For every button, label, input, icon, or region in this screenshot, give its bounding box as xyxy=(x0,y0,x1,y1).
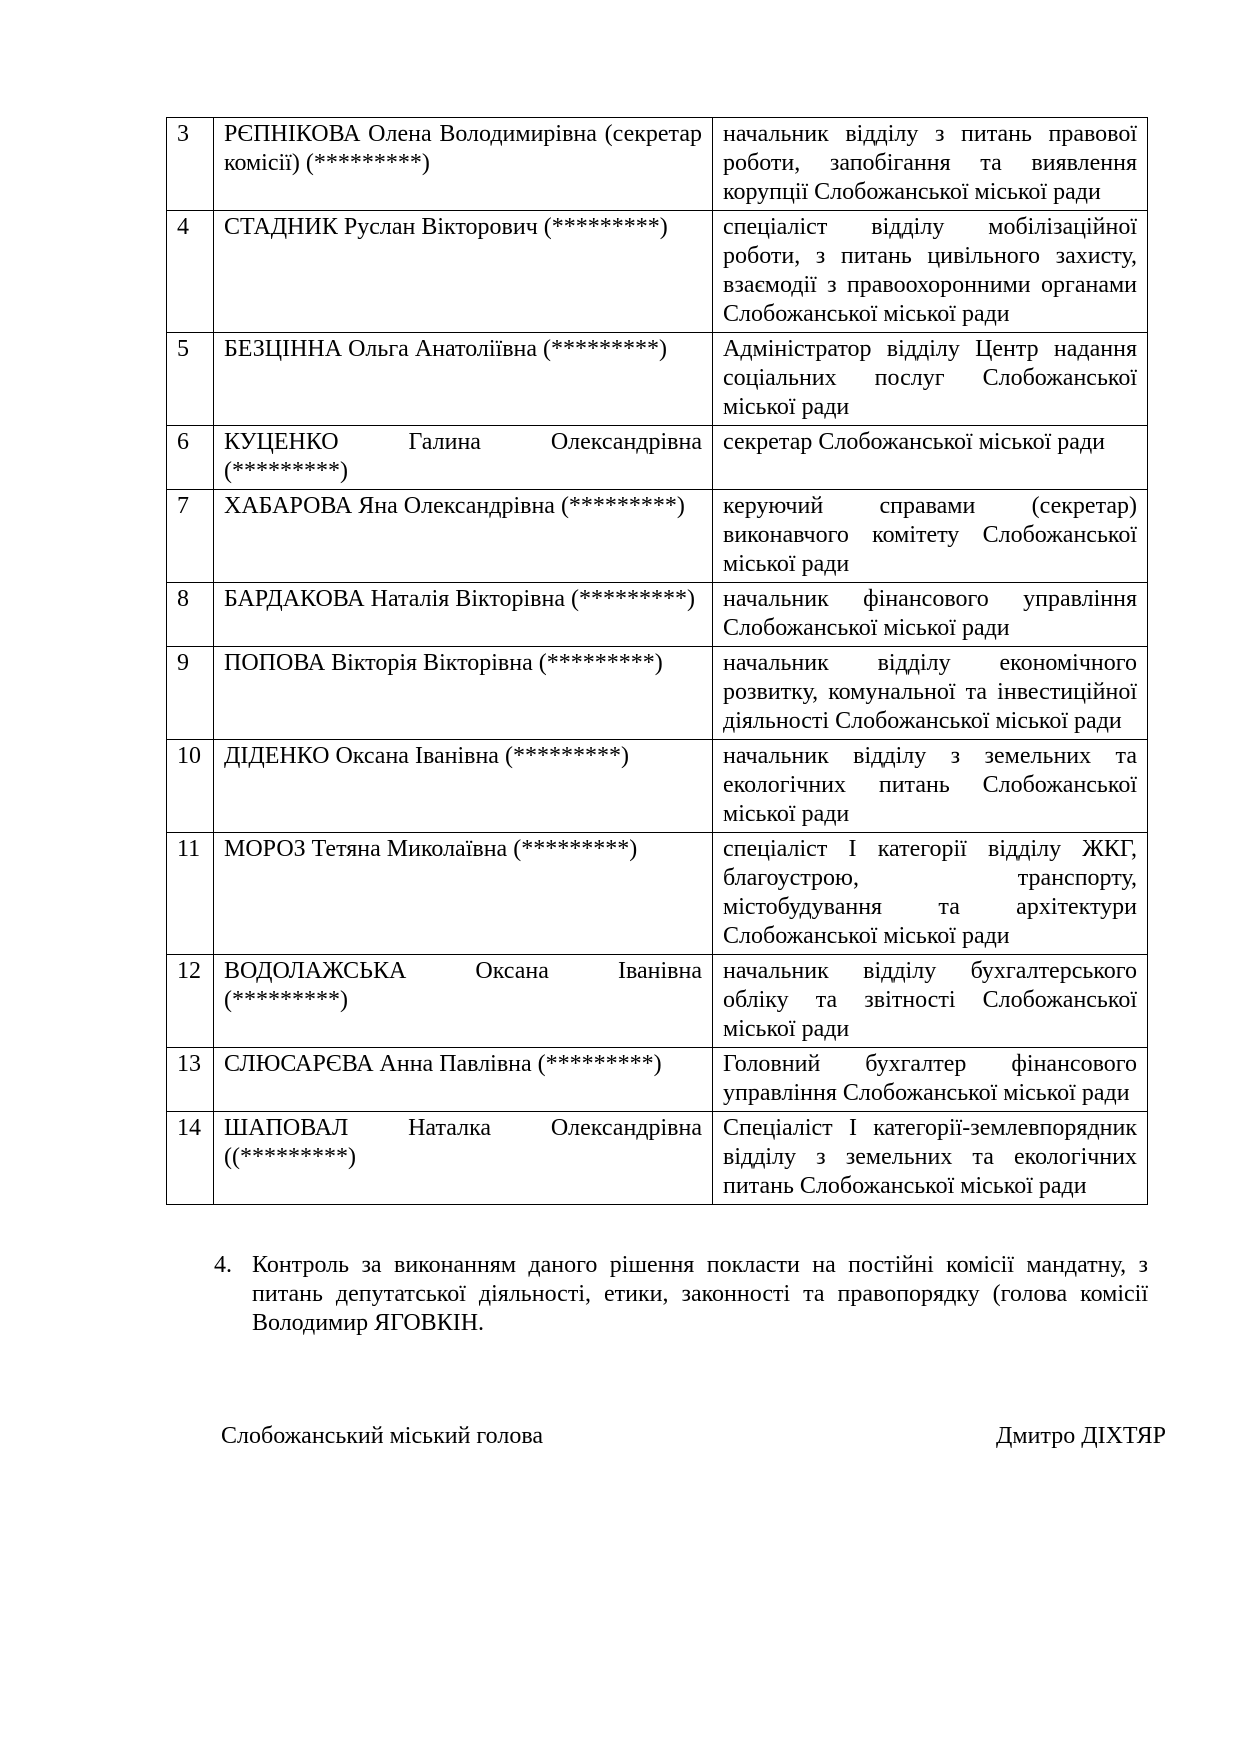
table-row xyxy=(167,583,1148,647)
table-row xyxy=(167,740,1148,833)
member-name: БЕЗЦІННА Ольга Анатоліївна (*********) xyxy=(214,333,713,426)
row-number: 5 xyxy=(167,333,214,426)
member-position: начальник фінансового управління Слобожанської міської ради xyxy=(713,583,1148,647)
table-row xyxy=(167,1112,1148,1205)
member-position: начальник відділу з питань правової роботи, запобігання та виявлення корупції Слобожанської міської ради xyxy=(713,118,1148,211)
row-number: 14 xyxy=(167,1112,214,1205)
member-name: ВОДОЛАЖСЬКА Оксана Іванівна (*********) xyxy=(214,955,713,1048)
member-position: керуючий справами (секретар) виконавчого комітету Слобожанської міської ради xyxy=(713,490,1148,583)
clause-text: Контроль за виконанням даного рішення покласти на постійні комісії мандатну, з питань депутатської діяльності, етики, законності та правопорядку (голова комісії Володимир ЯГОВКІН. xyxy=(252,1252,1148,1336)
member-name: ХАБАРОВА Яна Олександрівна (*********) xyxy=(214,490,713,583)
member-position: Адміністратор відділу Центр надання соціальних послуг Слобожанської міської ради xyxy=(713,333,1148,426)
member-name: БАРДАКОВА Наталія Вікторівна (*********) xyxy=(214,583,713,647)
row-number: 10 xyxy=(167,740,214,833)
table-row xyxy=(167,333,1148,426)
table-row xyxy=(167,211,1148,333)
member-position: начальник відділу економічного розвитку, комунальної та інвестиційної діяльності Слобожанської міської ради xyxy=(713,647,1148,740)
clause-number: 4. xyxy=(214,1252,232,1278)
table-row xyxy=(167,490,1148,583)
member-name: СЛЮСАРЄВА Анна Павлівна (*********) xyxy=(214,1048,713,1112)
member-name: ПОПОВА Вікторія Вікторівна (*********) xyxy=(214,647,713,740)
table-row xyxy=(167,647,1148,740)
member-position: начальник відділу з земельних та екологічних питань Слобожанської міської ради xyxy=(713,740,1148,833)
table-row xyxy=(167,1048,1148,1112)
row-number: 13 xyxy=(167,1048,214,1112)
member-name: КУЦЕНКО Галина Олександрівна (*********) xyxy=(214,426,713,490)
member-position: спеціаліст І категорії відділу ЖКГ, благоустрою, транспорту, містобудування та архітектури Слобожанської міської ради xyxy=(713,833,1148,955)
signature-name: Дмитро ДІХТЯР xyxy=(996,1423,1166,1449)
table-row xyxy=(167,426,1148,490)
row-number: 7 xyxy=(167,490,214,583)
signature-title: Слобожанський міський голова xyxy=(221,1423,543,1449)
member-position: Головний бухгалтер фінансового управління Слобожанської міської ради xyxy=(713,1048,1148,1112)
member-position: начальник відділу бухгалтерського обліку та звітності Слобожанської міської ради xyxy=(713,955,1148,1048)
member-name: РЄПНІКОВА Олена Володимирівна (секретар комісії) (*********) xyxy=(214,118,713,211)
row-number: 3 xyxy=(167,118,214,211)
member-position: спеціаліст відділу мобілізаційної роботи, з питань цивільного захисту, взаємодії з правоохоронними органами Слобожанської міської ради xyxy=(713,211,1148,333)
row-number: 6 xyxy=(167,426,214,490)
table-row xyxy=(167,833,1148,955)
row-number: 8 xyxy=(167,583,214,647)
member-name: МОРОЗ Тетяна Миколаївна (*********) xyxy=(214,833,713,955)
row-number: 11 xyxy=(167,833,214,955)
row-number: 4 xyxy=(167,211,214,333)
commission-members-table xyxy=(166,117,1148,1205)
row-number: 12 xyxy=(167,955,214,1048)
member-name: ДІДЕНКО Оксана Іванівна (*********) xyxy=(214,740,713,833)
table-row xyxy=(167,118,1148,211)
row-number: 9 xyxy=(167,647,214,740)
member-name: СТАДНИК Руслан Вікторович (*********) xyxy=(214,211,713,333)
control-clause xyxy=(214,1251,1148,1338)
member-position: секретар Слобожанської міської ради xyxy=(713,426,1148,490)
member-position: Спеціаліст І категорії-землевпорядник відділу з земельних та екологічних питань Слобожанської міської ради xyxy=(713,1112,1148,1205)
member-name: ШАПОВАЛ Наталка Олександрівна ((*********) xyxy=(214,1112,713,1205)
table-row xyxy=(167,955,1148,1048)
